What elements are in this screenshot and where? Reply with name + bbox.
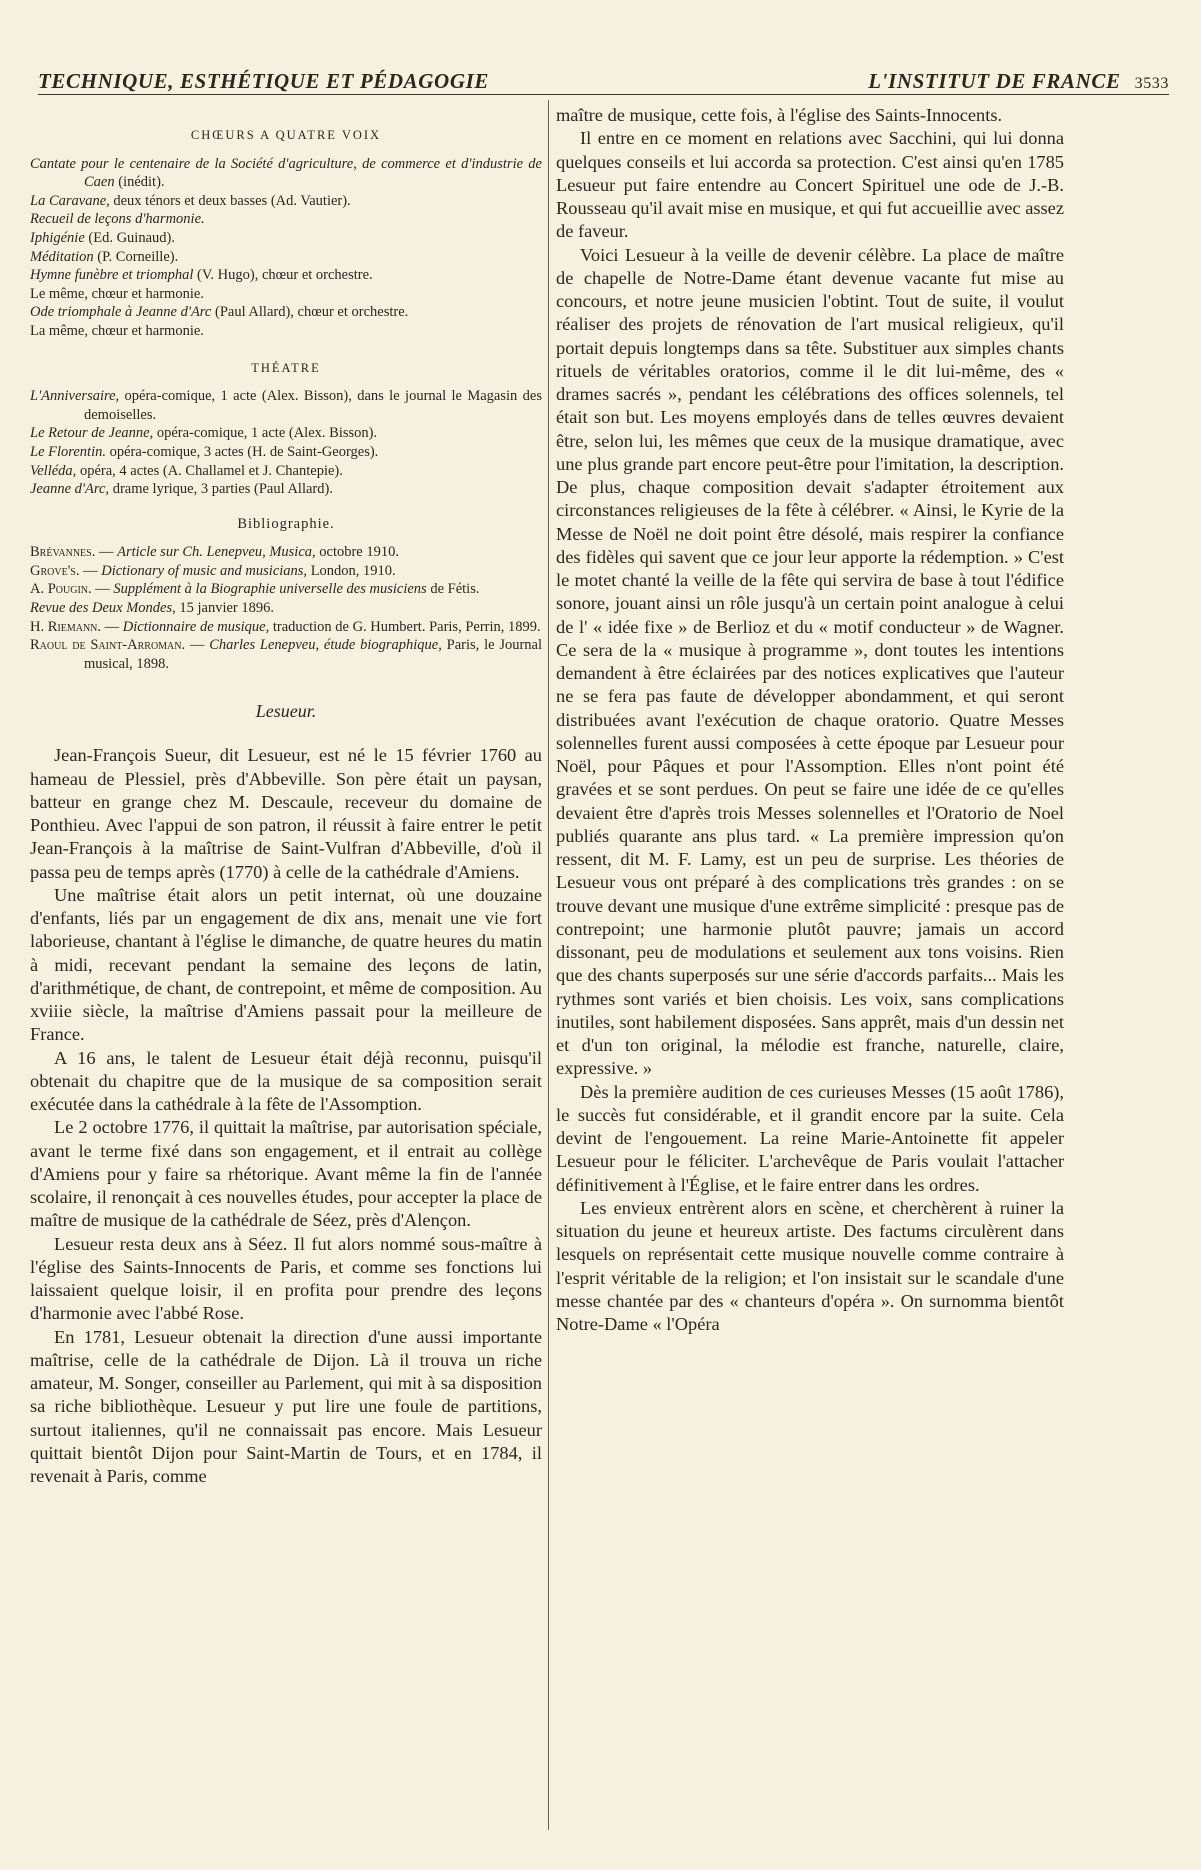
list-item: Méditation (P. Corneille). [30,248,179,265]
list-item: Brévannes. — Article sur Ch. Lenepveu, Musica, octobre 1910. [30,544,399,561]
paragraph: En 1781, Lesueur obtenait la direction d'une aussi importante maîtrise, celle de la cathédrale de Dijon. Là il trouva un riche amateur, M. Songer, conseiller au Parlement, qui mit à sa disposition sa riche bibliothèque. Lesueur y put lire une foule de partitions, surtout italiennes, qu'il ne connaissait pas encore. Mais Lesueur quittait bientôt Dijon pour Saint-Martin de Tours, et en 1784, il revenait à Paris, comme [30,1326,542,1487]
list-item: Raoul de Saint-Arroman. — Charles Lenepveu, étude biographique, Paris, le Journal musical, 1898. [30,637,543,672]
list-item: Ode triomphale à Jeanne d'Arc (Paul Allard), chœur et orchestre. [30,304,409,321]
list-item: Velléda, opéra, 4 actes (A. Challamel et J. Chantepie). [30,462,343,479]
list-item: Revue des Deux Mondes, 15 janvier 1896. [30,600,275,617]
article-title: Lesueur. [255,701,317,722]
running-header [38,60,1169,95]
paragraph: Une maîtrise était alors un petit internat, où une douzaine d'enfants, liés par un engagement de dix ans, menait une vie fort laborieuse, chantant à l'église le dimanche, de quatre heures du matin à midi, recevant pendant la semaine des leçons de latin, d'arithmétique, de chant, de contrepoint, et même de composition. Au xviiie siècle, la maîtrise d'Amiens passait pour la meilleure de France. [30,884,542,1045]
paragraph: Le 2 octobre 1776, il quittait la maîtrise, par autorisation spéciale, avant le terme fixé dans son engagement, et il entrait au collège d'Amiens pour y faire sa rhétorique. Avant même la fin de l'année scolaire, il renonçait à ces nouvelles études, pour accepter la place de maître de musique de la cathédrale de Séez, près d'Alençon. [30,1117,542,1231]
bibliographie-list [30,543,542,673]
theatre-list [30,387,542,499]
left-column [30,104,542,1488]
header-right-title: L'INSTITUT DE FRANCE [868,69,1121,93]
paragraph: maître de musique, cette fois, à l'église des Saints-Innocents. [556,105,1003,125]
list-item: Le Florentin. opéra-comique, 3 actes (H. de Saint-Georges). [30,443,379,460]
list-item: Iphigénie (Ed. Guinaud). [30,229,175,246]
paragraph: Les envieux entrèrent alors en scène, et cherchèrent à ruiner la situation du jeune et heureux artiste. Des factums circulèrent dans lesquels on représentait cette musique nouvelle comme contraire à l'esprit véritable de la religion; et l'on insistait sur le scandale d'une messe chantée par des « chanteurs d'opéra ». On surnomma bientôt Notre-Dame « l'Opéra [556,1197,1064,1334]
article-body-left [30,744,542,1488]
list-item: Jeanne d'Arc, drame lyrique, 3 parties (Paul Allard). [30,481,333,498]
header-right-group [868,69,1169,94]
list-item: La même, chœur et harmonie. [30,322,204,339]
column-divider [548,100,549,1830]
paragraph: Jean-François Sueur, dit Lesueur, est né le 15 février 1760 au hameau de Plessiel, près d'Abbeville. Son père était un paysan, batteur en grange chez M. Descaule, receveur du domaine de Ponthieu. Avec l'appui de son patron, il réussit à faire entrer le petit Jean-François à la maîtrise de Saint-Vulfran d'Abbeville, d'où il passa peu de temps après (1770) à celle de la cathédrale d'Amiens. [30,745,542,882]
paragraph: Voici Lesueur à la veille de devenir célèbre. La place de maître de chapelle de Notre-Dame étant devenue vacante fut mise au concours, et notre jeune musicien l'obtint. Tout de suite, il voulut réaliser des projets de rénovation de l'art musical religieux, qu'il portait depuis longtemps dans sa tête. Substituer aux simples chants rituels de véritables oratorios, comme il le dit lui-même, des « drames sacrés », pendant les célébrations des offices solennels, tel était son but. Les moyens employés dans de telles œuvres devaient être, selon lui, les mêmes que ceux de la musique dramatique, avec une plus grande part encore peut-être pour l'imitation, la description. De plus, chaque composition devait s'adapter étroitement aux circonstances religieuses de la fête à célébrer. « Ainsi, le Kyrie de la Messe de Noël ne doit point être désolé, mais respirer la confiance des fidèles qui savent que ce jour leur apporte la rédemption. » C'est le motet chanté la veille de la fête qui servira de base à tout l'édifice sonore, jouant ainsi un rôle jusqu'à un certain point analogue à celui de l' « idée fixe » de Berlioz et du « motif conducteur » de Wagner. Ce sera de la « musique à programme », dont toutes les intentions demandent à être éclairées par des notices explicatives que l'auteur ne se fera pas faute de développer abondamment, et qui seront distribuées avant l'exécution de chaque oratorio. Quatre Messes solennelles furent aussi composées à cette époque par Lesueur pour Noël, pour Pâques et pour l'Assomption. Elles n'ont point été gravées et se sont perdues. On peut se faire une idée de ce qu'elles devaient être d'après trois Messes solennelles et l'Oratorio de Noel publiés quarante ans plus tard. « La première impression qu'on ressent, dit M. F. Lamy, est un peu de surprise. Les théories de Lesueur vous ont préparé à des complications très grandes : on se trouve devant une musique d'une extrême simplicité : presque pas de contrepoint; une harmonie plutôt pauvre; jamais un accord dissonant, peu de modulations et seulement aux tons voisins. Rien que des chants superposés sur une série d'accords parfaits... Mais les rythmes sont variés et bien choisis. Les voix, sans complications inutiles, sont habilement disposées. Sans apprêt, mais d'un dessin net et d'un ton original, la mélodie est franche, naturelle, claire, expressive. » [556,244,1064,1079]
list-item: La Caravane, deux ténors et deux basses (Ad. Vautier). [30,192,351,209]
choeurs-list [30,155,542,341]
bibliographie-heading: Bibliographie. [237,515,335,532]
list-item: Hymne funèbre et triomphal (V. Hugo), chœur et orchestre. [30,267,373,284]
right-column [556,104,1064,1336]
paragraph: A 16 ans, le talent de Lesueur était déjà reconnu, puisqu'il obtenait du chapitre que de la musique de sa composition serait exécutée dans la cathédrale à la fête de l'Assomption. [30,1047,542,1115]
list-item: Le même, chœur et harmonie. [30,285,204,302]
article-body-right [556,104,1064,1336]
list-item: Grove's. — Dictionary of music and musicians, London, 1910. [30,562,396,579]
list-item: Recueil de leçons d'harmonie. [30,211,205,228]
list-item: H. Riemann. — Dictionnaire de musique, traduction de G. Humbert. Paris, Perrin, 1899. [30,618,541,635]
list-item: Cantate pour le centenaire de la Société d'agriculture, de commerce et d'industrie de Caen (inédit). [30,155,542,191]
list-item: A. Pougin. — Supplément à la Biographie universelle des musiciens de Fétis. [30,581,480,598]
list-item: Le Retour de Jeanne, opéra-comique, 1 acte (Alex. Bisson). [30,425,378,442]
paragraph: Dès la première audition de ces curieuses Messes (15 août 1786), le succès fut considérable, et il grandit encore par la suite. Cela devint de l'engouement. La reine Marie-Antoinette fit appeler Lesueur pour le féliciter. L'archevêque de Paris voulait l'attacher définitivement à l'Église, et le faire entrer dans les ordres. [556,1081,1064,1195]
header-left-title: TECHNIQUE, ESTHÉTIQUE ET PÉDAGOGIE [38,69,489,93]
list-item: L'Anniversaire, opéra-comique, 1 acte (Alex. Bisson), dans le journal le Magasin des demoiselles. [30,388,542,423]
paragraph: Lesueur resta deux ans à Séez. Il fut alors nommé sous-maître à l'église des Saints-Innocents de Paris, et comme ses fonctions lui laissaient quelque loisir, il en profita pour prendre des leçons d'harmonie avec l'abbé Rose. [30,1233,542,1324]
works-list [30,126,542,673]
page-number: 3533 [1134,75,1169,92]
theatre-heading: THÉATRE [251,360,321,375]
paragraph: Il entre en ce moment en relations avec Sacchini, qui lui donna quelques conseils et lui accorda sa protection. C'est ainsi qu'en 1785 Lesueur put faire entendre au Concert Spirituel une ode de J.-B. Rousseau qu'il avait mise en musique, et qui fut accueillie avec assez de faveur. [556,128,1064,242]
choeurs-heading: CHŒURS A QUATRE VOIX [190,128,382,142]
